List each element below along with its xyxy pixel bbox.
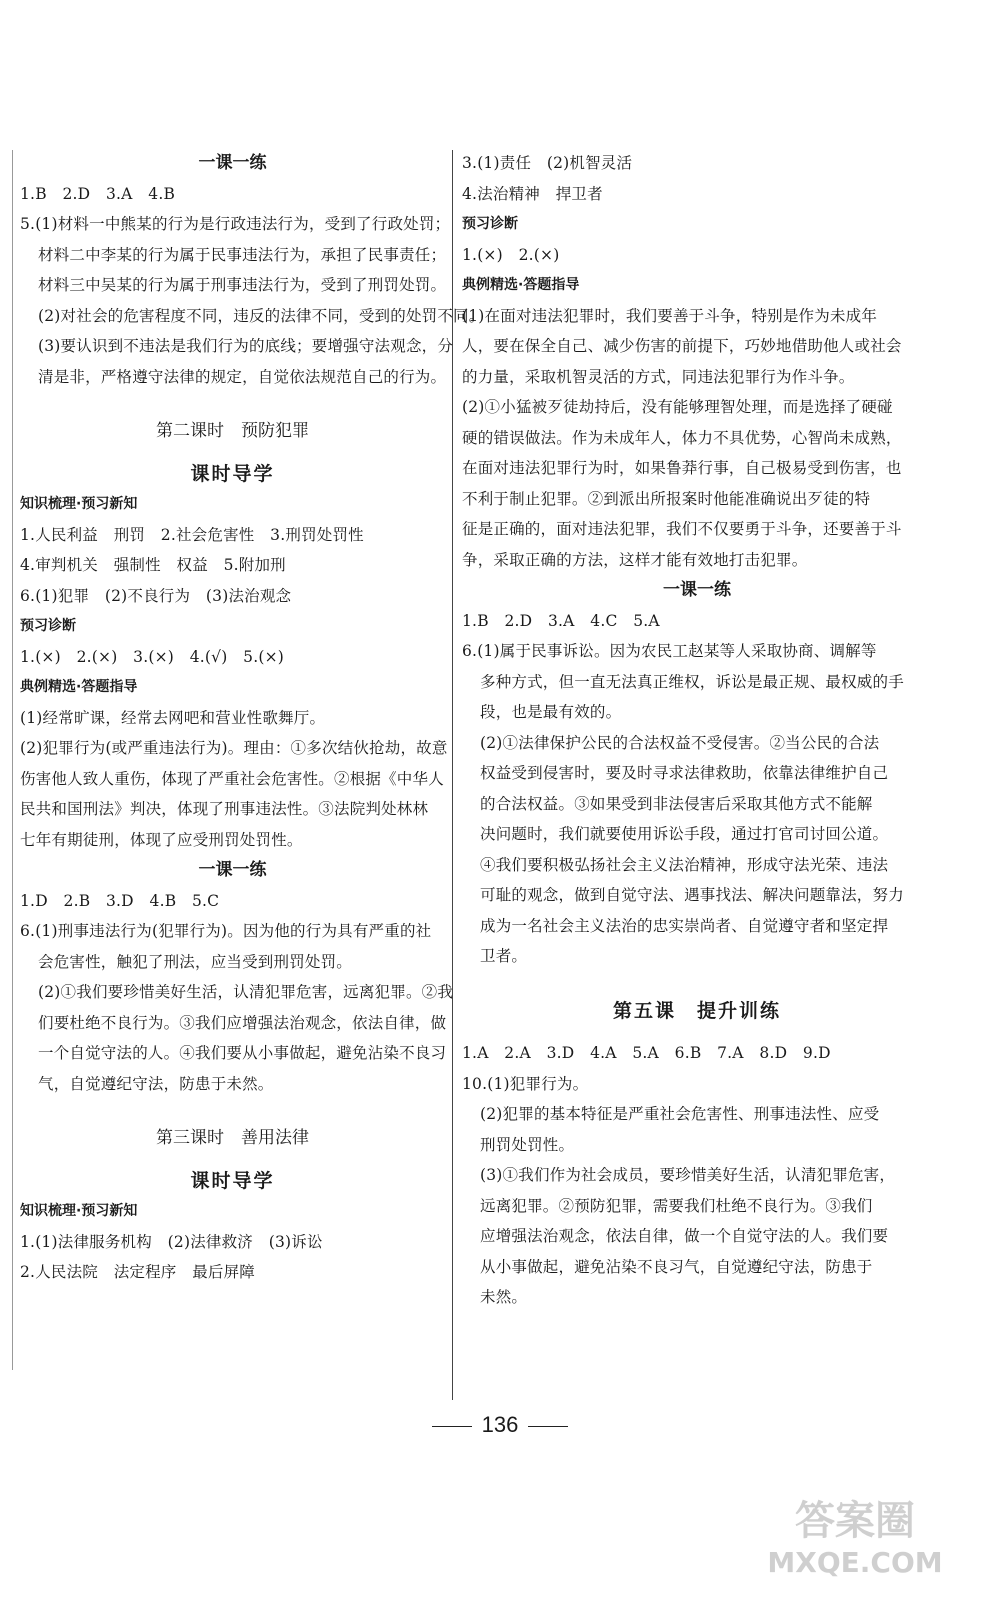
answer-line: 卫者。 — [480, 947, 528, 965]
answer-line: (3)①我们作为社会成员，要珍惜美好生活，认清犯罪危害， — [480, 1166, 896, 1184]
answer-line: 1.B 2.D 3.A 4.B — [20, 184, 176, 203]
left-column — [20, 148, 485, 1288]
answer-line: 争，采取正确的方法，这样才能有效地打击犯罪。 — [462, 550, 808, 569]
answer-line: 伤害他人致人重伤，体现了严重社会危害性。②根据《中华人 — [20, 769, 444, 788]
answer-line: 4.审判机关 强制性 权益 5.附加刑 — [20, 556, 286, 574]
answer-line: (2)犯罪行为(或严重违法行为)。理由：①多次结伙抢劫，故意 — [20, 739, 448, 757]
answer-line: 应增强法治观念，依法自律，做一个自觉守法的人。我们要 — [480, 1227, 889, 1245]
unit-heading: 第五课 提升训练 — [612, 999, 781, 1022]
answer-line: 清是非，严格遵守法律的规定，自觉依法规范自己的行为。 — [38, 367, 447, 386]
answer-line: 1.(×) 2.(×) — [462, 245, 560, 264]
answer-line: 10.(1)犯罪行为。 — [462, 1074, 589, 1093]
answer-line: 成为一名社会主义法治的忠实崇尚者、自觉遵守者和坚定捍 — [480, 916, 889, 935]
answer-line: 1.人民利益 刑罚 2.社会危害性 3.刑罚处罚性 — [20, 525, 364, 544]
answer-line: (2)对社会的危害程度不同，违反的法律不同，受到的处罚不同。 — [38, 306, 485, 325]
subsection-label: 典例精选·答题指导 — [20, 679, 138, 695]
spacer — [20, 392, 445, 416]
answer-line: ④我们要积极弘扬社会主义法治精神，形成守法光荣、违法 — [480, 855, 889, 874]
answer-line: 人，要在保全自己、减少伤害的前提下，巧妙地借助他人或社会 — [462, 337, 902, 355]
spacer — [20, 1154, 445, 1166]
answer-line: (2)①小猛被歹徒劫持后，没有能够理智处理，而是选择了硬碰 — [462, 398, 893, 416]
subsection-label: 预习诊断 — [462, 216, 518, 232]
subsection-label: 知识梳理·预习新知 — [20, 496, 138, 512]
spacer — [20, 447, 445, 459]
answer-line: 的合法权益。③如果受到非法侵害后采取其他方式不能解 — [480, 794, 873, 813]
answer-line: 未然。 — [480, 1288, 528, 1306]
answer-line: 多种方式，但一直无法真正维权，诉讼是最正规、最权威的手 — [480, 672, 904, 691]
answer-line: 1.(×) 2.(×) 3.(×) 4.(√) 5.(×) — [20, 647, 285, 666]
answer-line: 1.(1)法律服务机构 (2)法律救济 (3)诉讼 — [20, 1232, 323, 1251]
right-column — [462, 148, 932, 1313]
answer-line: (2)①我们要珍惜美好生活，认清犯罪危害，远离犯罪。②我 — [38, 983, 454, 1001]
answer-line: (1)经常旷课，经常去网吧和营业性歌舞厅。 — [20, 708, 326, 727]
answer-line: 3.(1)责任 (2)机智灵活 — [462, 154, 633, 172]
answer-line: 征是正确的，面对违法犯罪，我们不仅要勇于斗争，还要善于斗 — [462, 520, 902, 538]
answer-line: 6.(1)刑事违法行为(犯罪行为)。因为他的行为具有严重的社 — [20, 922, 432, 940]
subsection-label: 知识梳理·预习新知 — [20, 1203, 138, 1219]
watermark-logo — [740, 1482, 970, 1582]
section-heading: 一课一练 — [198, 860, 267, 880]
answer-line: (2)①法律保护公民的合法权益不受侵害。②当公民的合法 — [480, 733, 880, 752]
answer-line: 6.(1)属于民事诉讼。因为农民工赵某等人采取协商、调解等 — [462, 642, 877, 660]
unit-heading: 课时导学 — [190, 462, 275, 485]
subsection-label: 预习诊断 — [20, 618, 76, 634]
left-margin-rule — [12, 150, 13, 1370]
watermark-logo-text: 答案圈 — [795, 1498, 915, 1544]
answer-line: 刑罚处罚性。 — [480, 1135, 575, 1154]
answer-line: 材料三中吴某的行为属于刑事违法行为，受到了刑罚处罚。 — [38, 276, 447, 294]
answer-line: 们要杜绝不良行为。③我们应增强法治观念，依法自律，做 — [38, 1013, 447, 1032]
answer-line: (2)犯罪的基本特征是严重社会危害性、刑事违法性、应受 — [480, 1105, 880, 1123]
watermark-url-text: MXQE.COM — [767, 1546, 943, 1579]
answer-line: 会危害性，触犯了刑法，应当受到刑罚处罚。 — [38, 952, 353, 971]
answer-line: 民共和国刑法》判决，体现了刑事违法性。③法院判处林林 — [20, 800, 429, 818]
answer-line: 1.D 2.B 3.D 4.B 5.C — [20, 891, 220, 910]
section-heading: 一课一练 — [663, 580, 731, 600]
answer-line: 5.(1)材料一中熊某的行为是行政违法行为，受到了行政处罚； — [20, 215, 451, 233]
answer-line: 可耻的观念，做到自觉守法、遇事找法、解决问题靠法，努力 — [480, 886, 904, 904]
answer-line: 一个自觉守法的人。④我们要从小事做起，避免沾染不良习 — [38, 1044, 447, 1062]
spacer — [462, 1026, 932, 1038]
page-footer — [0, 1412, 1000, 1438]
answer-line: 1.B 2.D 3.A 4.C 5.A — [462, 611, 660, 630]
answer-line: 在面对违法犯罪行为时，如果鲁莽行事，自己极易受到伤害，也 — [462, 459, 902, 477]
section-heading: 一课一练 — [198, 153, 267, 173]
answer-line: 2.人民法院 法定程序 最后屏障 — [20, 1263, 255, 1281]
answer-line: 气，自觉遵纪守法，防患于未然。 — [38, 1074, 274, 1093]
page-number: 136 — [481, 1412, 519, 1437]
answer-line: 远离犯罪。②预防犯罪，需要我们杜绝不良行为。③我们 — [480, 1196, 873, 1215]
answer-line: 的力量，采取机智灵活的方式，同违法犯罪行为作斗争。 — [462, 367, 855, 386]
answer-line: 6.(1)犯罪 (2)不良行为 (3)法治观念 — [20, 586, 292, 605]
lesson-title: 第二课时 预防犯罪 — [156, 421, 309, 441]
answer-line: 从小事做起，避免沾染不良习气，自觉遵纪守法，防患于 — [480, 1257, 873, 1276]
spacer — [20, 1099, 445, 1123]
subsection-label: 典例精选·答题指导 — [462, 277, 580, 293]
answer-line: 七年有期徒刑，体现了应受刑罚处罚性。 — [20, 830, 303, 849]
lesson-title: 第三课时 善用法律 — [156, 1128, 309, 1148]
answer-line: 不利于制止犯罪。②到派出所报案时他能准确说出歹徒的特 — [462, 489, 871, 508]
answer-line: 权益受到侵害时，要及时寻求法律救助，依靠法律维护自己 — [480, 764, 889, 782]
spacer — [462, 972, 932, 996]
unit-heading: 课时导学 — [190, 1169, 275, 1192]
footer-dash-left — [432, 1426, 472, 1427]
answer-line: 4.法治精神 捍卫者 — [462, 184, 603, 203]
answer-line: 决问题时，我们就要使用诉讼手段，通过打官司讨回公道。 — [480, 825, 889, 843]
answer-line: 材料二中李某的行为属于民事违法行为，承担了民事责任； — [38, 245, 447, 264]
answer-line: (1)在面对违法犯罪时，我们要善于斗争，特别是作为未成年 — [462, 306, 878, 325]
answer-line: (3)要认识到不违法是我们行为的底线；要增强守法观念，分 — [38, 337, 454, 355]
answer-line: 硬的错误做法。作为未成年人，体力不具优势，心智尚未成熟， — [462, 428, 902, 447]
footer-dash-right — [528, 1426, 568, 1427]
answer-line: 1.A 2.A 3.D 4.A 5.A 6.B 7.A 8.D 9.D — [462, 1044, 831, 1062]
answer-line: 段，也是最有效的。 — [480, 703, 622, 721]
